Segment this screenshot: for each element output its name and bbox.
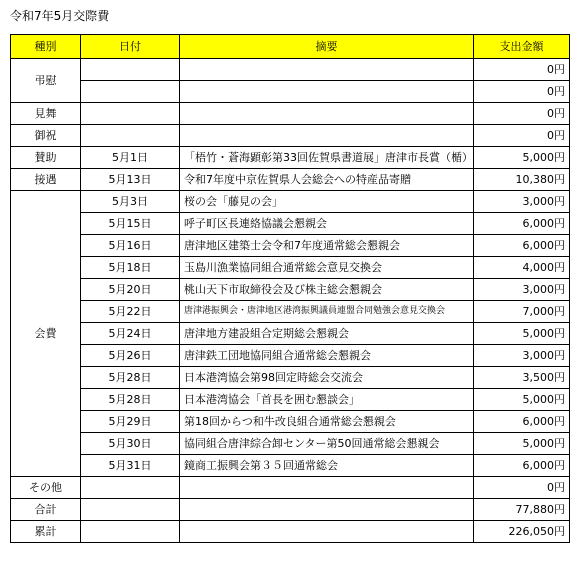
expense-table	[10, 34, 570, 543]
header-row	[11, 35, 570, 59]
amount-cell: 3,500円	[474, 367, 570, 389]
description-cell: 令和7年度中京佐賀県人会総会への特産品寄贈	[180, 169, 474, 191]
description-cell: 桜の会「藤見の会」	[180, 191, 474, 213]
amount-cell: 6,000円	[474, 411, 570, 433]
date-cell: 5月1日	[81, 147, 180, 169]
description-cell: 唐津鉄工団地協同組合通常総会懇親会	[180, 345, 474, 367]
amount-cell: 0円	[474, 59, 570, 81]
date-cell	[81, 521, 180, 543]
table-row	[11, 191, 570, 213]
amount-cell: 6,000円	[474, 455, 570, 477]
category-other: その他	[11, 477, 81, 499]
date-cell	[81, 81, 180, 103]
header-description: 摘要	[180, 35, 474, 59]
description-cell: 日本港湾協会「首長を囲む懇談会」	[180, 389, 474, 411]
date-cell	[81, 125, 180, 147]
header-date: 日付	[81, 35, 180, 59]
amount-cell: 5,000円	[474, 389, 570, 411]
date-cell: 5月16日	[81, 235, 180, 257]
description-cell: 第18回からつ和牛改良組合通常総会懇親会	[180, 411, 474, 433]
total-amount: 77,880円	[474, 499, 570, 521]
date-cell	[81, 103, 180, 125]
amount-cell: 5,000円	[474, 323, 570, 345]
header-category: 種別	[11, 35, 81, 59]
table-row	[11, 389, 570, 411]
date-cell: 5月29日	[81, 411, 180, 433]
page-title: 令和7年5月交際費	[10, 9, 110, 23]
amount-cell: 7,000円	[474, 301, 570, 323]
table-row	[11, 103, 570, 125]
table-row	[11, 433, 570, 455]
amount-cell: 0円	[474, 125, 570, 147]
date-cell: 5月22日	[81, 301, 180, 323]
date-cell: 5月13日	[81, 169, 180, 191]
cumulative-row	[11, 521, 570, 543]
date-cell: 5月28日	[81, 367, 180, 389]
date-cell	[81, 59, 180, 81]
amount-cell: 3,000円	[474, 191, 570, 213]
date-cell: 5月28日	[81, 389, 180, 411]
description-cell: 呼子町区長連絡協議会懇親会	[180, 213, 474, 235]
table-row	[11, 147, 570, 169]
description-cell	[180, 81, 474, 103]
description-cell	[180, 103, 474, 125]
category-total: 合計	[11, 499, 81, 521]
category-sympathy: 見舞	[11, 103, 81, 125]
description-cell	[180, 499, 474, 521]
amount-cell: 10,380円	[474, 169, 570, 191]
description-cell: 日本港湾協会第98回定時総会交流会	[180, 367, 474, 389]
amount-cell: 5,000円	[474, 433, 570, 455]
table-row	[11, 169, 570, 191]
table-row	[11, 301, 570, 323]
amount-cell: 0円	[474, 477, 570, 499]
table-row	[11, 125, 570, 147]
amount-cell: 5,000円	[474, 147, 570, 169]
description-cell: 玉島川漁業協同組合通常総会意見交換会	[180, 257, 474, 279]
cumulative-amount: 226,050円	[474, 521, 570, 543]
date-cell: 5月18日	[81, 257, 180, 279]
header-amount: 支出金額	[474, 35, 570, 59]
amount-cell: 3,000円	[474, 279, 570, 301]
table-row	[11, 477, 570, 499]
description-cell	[180, 521, 474, 543]
date-cell: 5月15日	[81, 213, 180, 235]
table-row	[11, 59, 570, 81]
description-cell	[180, 477, 474, 499]
category-cumulative: 累計	[11, 521, 81, 543]
category-fees: 会費	[11, 191, 81, 477]
table-row	[11, 235, 570, 257]
description-cell: 協同組合唐津綜合卸センター第50回通常総会懇親会	[180, 433, 474, 455]
date-cell: 5月30日	[81, 433, 180, 455]
table-row	[11, 323, 570, 345]
amount-cell: 3,000円	[474, 345, 570, 367]
date-cell: 5月26日	[81, 345, 180, 367]
amount-cell: 6,000円	[474, 213, 570, 235]
description-cell: 唐津港振興会・唐津地区港湾振興議員連盟合同勉強会意見交換会	[180, 301, 474, 323]
amount-cell: 0円	[474, 81, 570, 103]
date-cell	[81, 499, 180, 521]
category-reception: 接遇	[11, 169, 81, 191]
amount-cell: 4,000円	[474, 257, 570, 279]
description-cell: 「梧竹・蒼海顕彰第33回佐賀県書道展」唐津市長賞（楯）	[180, 147, 474, 169]
amount-cell: 0円	[474, 103, 570, 125]
table-row	[11, 411, 570, 433]
category-sponsorship: 賛助	[11, 147, 81, 169]
table-row	[11, 279, 570, 301]
table-row	[11, 367, 570, 389]
table-row	[11, 257, 570, 279]
date-cell	[81, 477, 180, 499]
amount-cell: 6,000円	[474, 235, 570, 257]
table-row	[11, 81, 570, 103]
description-cell	[180, 125, 474, 147]
total-row	[11, 499, 570, 521]
description-cell: 唐津地方建設組合定期総会懇親会	[180, 323, 474, 345]
description-cell	[180, 59, 474, 81]
description-cell: 鏡商工振興会第３５回通常総会	[180, 455, 474, 477]
date-cell: 5月31日	[81, 455, 180, 477]
table-row	[11, 213, 570, 235]
category-celebration: 御祝	[11, 125, 81, 147]
table-row	[11, 455, 570, 477]
date-cell: 5月24日	[81, 323, 180, 345]
description-cell: 桃山天下市取締役会及び株主総会懇親会	[180, 279, 474, 301]
category-condolence: 弔慰	[11, 59, 81, 103]
table-row	[11, 345, 570, 367]
date-cell: 5月20日	[81, 279, 180, 301]
date-cell: 5月3日	[81, 191, 180, 213]
description-cell: 唐津地区建築士会令和7年度通常総会懇親会	[180, 235, 474, 257]
